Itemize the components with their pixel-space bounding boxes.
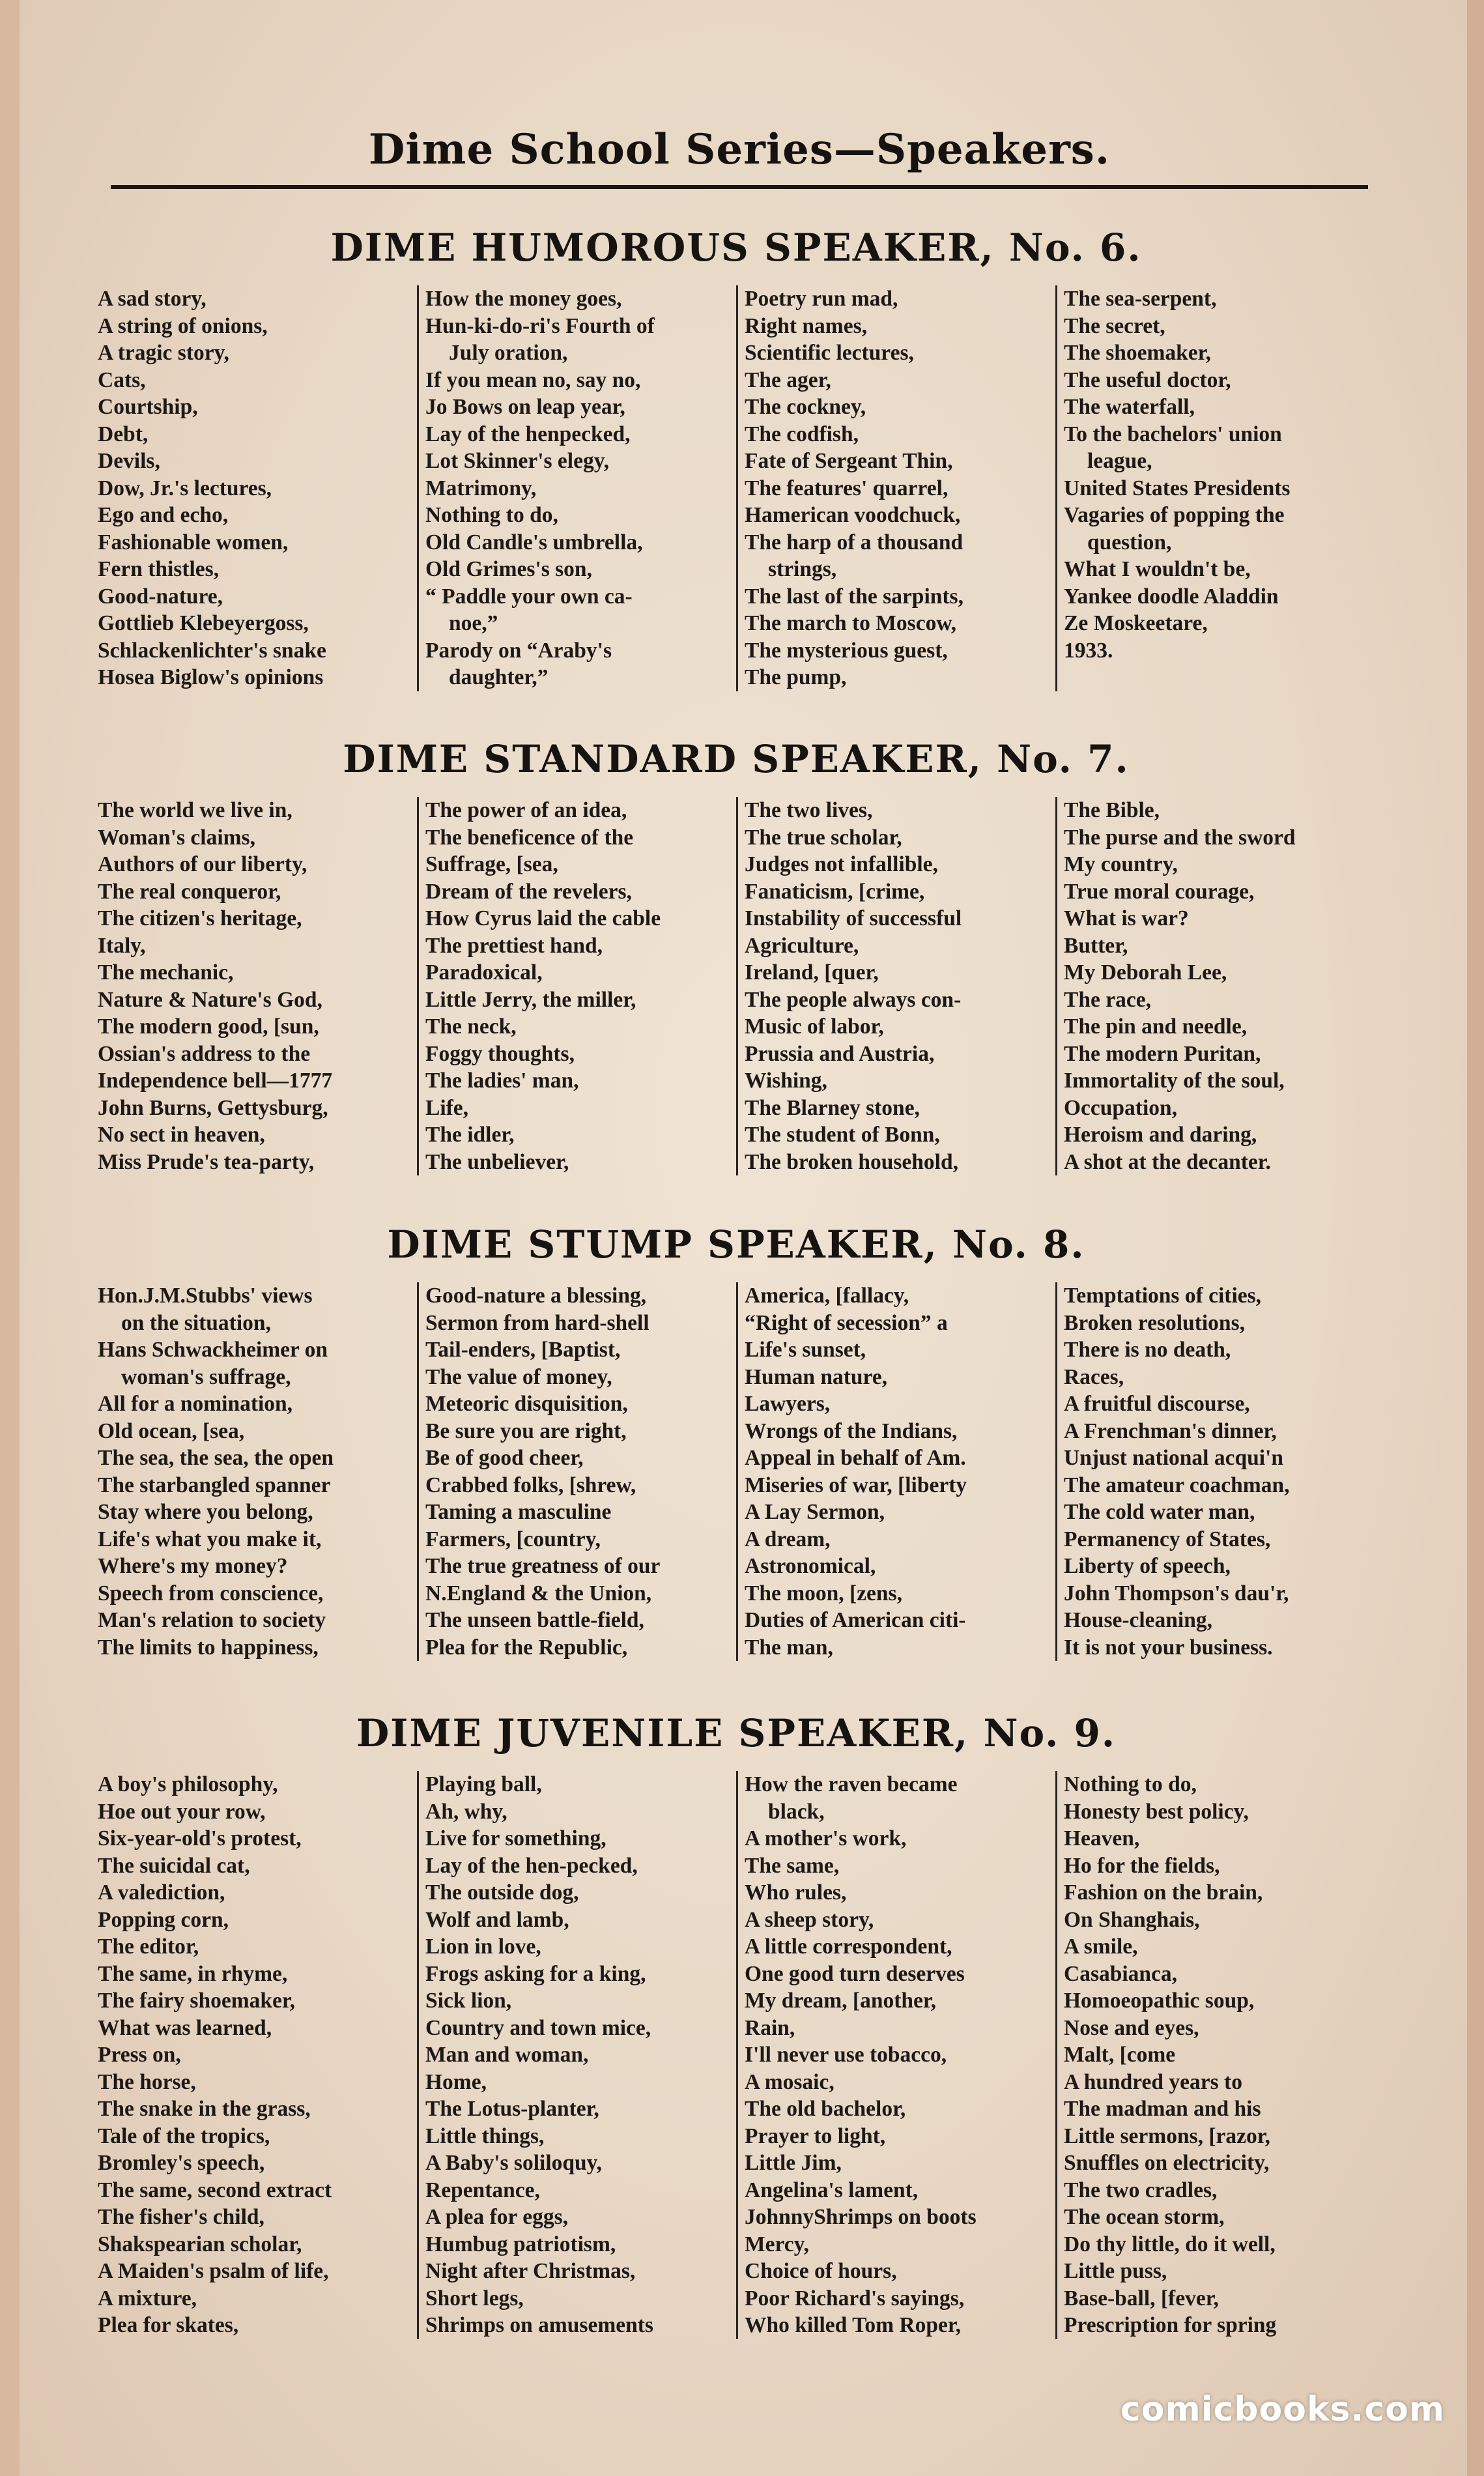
speech-title-entry: The march to Moscow, — [745, 611, 957, 635]
speech-title-entry: Matrimony, — [425, 476, 537, 500]
speech-title-entry: My Deborah Lee, — [1064, 960, 1227, 985]
speech-title-entry: Farmers, [country, — [425, 1527, 601, 1551]
speech-title-entry: Ze Moskeetare, — [1064, 611, 1208, 635]
speech-title-entry: Tale of the tropics, — [98, 2123, 270, 2148]
speech-title-entry: Fanaticism, [crime, — [745, 879, 925, 904]
speech-title-entry: Prayer to light, — [745, 2123, 886, 2148]
speech-title-entry: Good-nature a blessing, — [425, 1284, 647, 1308]
speech-title-entry: Lawyers, — [745, 1392, 831, 1416]
speech-title-entry: Casabianca, — [1064, 1961, 1178, 1986]
speech-title-entry: A Frenchman's dinner, — [1064, 1418, 1277, 1443]
speech-title-entry: Plea for the Republic, — [425, 1635, 628, 1660]
speech-title-entry: Dream of the revelers, — [425, 879, 632, 904]
speech-title-entry: Six-year-old's protest, — [98, 1826, 302, 1850]
speech-title-entry: Little Jim, — [745, 2151, 842, 2175]
speech-title-entry: Short legs, — [425, 2286, 524, 2310]
speech-title-entry: The same, — [745, 1853, 840, 1878]
speech-title-entry: Frogs asking for a king, — [425, 1961, 646, 1986]
speech-title-entry: A tragic story, — [98, 341, 229, 365]
speech-title-entry: A mosaic, — [745, 2069, 835, 2094]
speech-title-entry: Home, — [425, 2069, 487, 2094]
title-column — [736, 285, 1055, 691]
title-column — [98, 797, 417, 1175]
speech-title-entry: A Lay Sermon, — [745, 1500, 885, 1524]
speech-title-entry: The pump, — [745, 665, 847, 689]
speech-title-entry: Honesty best policy, — [1064, 1799, 1249, 1824]
section-stump-speaker — [98, 1218, 1375, 1661]
speech-title-entry: The fairy shoemaker, — [98, 1989, 296, 2013]
section-humorous-speaker — [98, 222, 1375, 691]
speech-title-entry: Old Grimes's son, — [425, 557, 592, 581]
speech-title-entry: The fisher's child, — [98, 2205, 264, 2229]
speech-title-entry: The limits to happiness, — [98, 1635, 319, 1660]
speech-title-entry: The neck, — [425, 1015, 517, 1039]
speech-title-entry: JohnnyShrimps on boots — [745, 2205, 977, 2229]
speech-title-entry: Who killed Tom Roper, — [745, 2313, 961, 2337]
section-columns — [98, 1771, 1375, 2339]
speech-title-entry: Devils, — [98, 449, 160, 473]
speech-title-entry: 1933. — [1064, 638, 1113, 663]
speech-title-entry: Broken resolutions, — [1064, 1310, 1245, 1335]
speech-title-entry: The idler, — [425, 1123, 515, 1147]
speech-title-entry: Right names, — [745, 313, 867, 338]
speech-title-entry: A string of onions, — [98, 313, 268, 338]
speech-title-entry: Nose and eyes, — [1064, 2015, 1199, 2040]
section-columns — [98, 1282, 1375, 1661]
speech-title-entry: Snuffles on electricity, — [1064, 2151, 1270, 2175]
speech-title-entry: The citizen's heritage, — [98, 906, 302, 930]
speech-title-entry: Live for something, — [425, 1826, 606, 1850]
speech-title-entry: All for a nomination, — [98, 1392, 293, 1416]
speech-title-entry: Poetry run mad, — [745, 287, 898, 311]
speech-title-entry: Hamerican voodchuck, — [745, 503, 961, 527]
speech-title-entry: A mother's work, — [745, 1826, 907, 1850]
page-edge-left — [0, 0, 20, 2476]
speech-title-entry: Good-nature, — [98, 584, 223, 609]
speech-title-entry: Human nature, — [745, 1364, 888, 1389]
speech-title-entry: Judges not infallible, — [745, 852, 938, 876]
section-title: DIME STANDARD SPEAKER, No. 7. — [343, 737, 1130, 781]
speech-title-entry: The old bachelor, — [745, 2097, 906, 2121]
speech-title-entry: Taming a masculine — [425, 1500, 612, 1524]
speech-title-entry: The two lives, — [745, 798, 873, 822]
speech-title-entry: The mechanic, — [98, 960, 234, 985]
speech-title-entry: Hon.J.M.Stubbs' views — [98, 1284, 313, 1308]
section-juvenile-speaker — [98, 1707, 1375, 2339]
speech-title-entry: Courtship, — [98, 395, 198, 419]
title-column — [1055, 797, 1375, 1175]
title-column — [736, 1282, 1055, 1661]
speech-title-entry: A hundred years to — [1064, 2069, 1242, 2094]
speech-title-entry: The cold water man, — [1064, 1500, 1255, 1524]
speech-title-entry: My country, — [1064, 852, 1178, 876]
speech-title-entry: woman's suffrage, — [121, 1364, 291, 1389]
speech-title-entry: daughter,” — [449, 665, 549, 689]
speech-title-entry: Agriculture, — [745, 933, 859, 958]
speech-title-entry: United States Presidents — [1064, 476, 1291, 500]
speech-title-entry: Ego and echo, — [98, 503, 229, 527]
speech-title-entry: Cats, — [98, 367, 146, 392]
speech-title-entry: Tail-enders, [Baptist, — [425, 1338, 621, 1362]
speech-title-entry: Hosea Biglow's opinions — [98, 665, 324, 689]
title-column — [736, 797, 1055, 1175]
speech-title-entry: The two cradles, — [1064, 2178, 1218, 2202]
speech-title-entry: What was learned, — [98, 2015, 272, 2040]
speech-title-entry: Debt, — [98, 422, 149, 446]
speech-title-entry: Rain, — [745, 2015, 795, 2040]
speech-title-entry: It is not your business. — [1064, 1635, 1273, 1660]
speech-title-entry: The last of the sarpints, — [745, 584, 963, 609]
speech-title-entry: Heroism and daring, — [1064, 1123, 1257, 1147]
speech-title-entry: Sick lion, — [425, 1989, 512, 2013]
speech-title-entry: Wishing, — [745, 1069, 827, 1093]
speech-title-entry: The broken household, — [745, 1149, 958, 1174]
speech-title-entry: Ah, why, — [425, 1799, 507, 1824]
speech-title-entry: The power of an idea, — [425, 798, 627, 822]
speech-title-entry: The snake in the grass, — [98, 2097, 311, 2121]
speech-title-entry: Nature & Nature's God, — [98, 987, 322, 1012]
speech-title-entry: Prussia and Austria, — [745, 1041, 935, 1066]
speech-title-entry: N.England & the Union, — [425, 1581, 652, 1605]
speech-title-entry: Hun-ki-do-ri's Fourth of — [425, 313, 655, 338]
speech-title-entry: The secret, — [1064, 313, 1165, 338]
speech-title-entry: The mysterious guest, — [745, 638, 948, 663]
speech-title-entry: A boy's philosophy, — [98, 1772, 278, 1796]
speech-title-entry: The true greatness of our — [425, 1554, 661, 1578]
speech-title-entry: How the money goes, — [425, 287, 622, 311]
speech-title-entry: One good turn deserves — [745, 1961, 965, 1986]
speech-title-entry: The sea, the sea, the open — [98, 1446, 334, 1470]
speech-title-entry: Fern thistles, — [98, 557, 220, 581]
section-title: DIME HUMOROUS SPEAKER, No. 6. — [330, 225, 1142, 270]
speech-title-entry: A sad story, — [98, 287, 207, 311]
speech-title-entry: On Shanghais, — [1064, 1907, 1200, 1932]
speech-title-entry: Choice of hours, — [745, 2259, 897, 2283]
speech-title-entry: Duties of American citi- — [745, 1608, 966, 1632]
speech-title-entry: Little things, — [425, 2123, 545, 2148]
speech-title-entry: Paradoxical, — [425, 960, 543, 985]
speech-title-entry: Wrongs of the Indians, — [745, 1418, 958, 1443]
speech-title-entry: A fruitful discourse, — [1064, 1392, 1250, 1416]
speech-title-entry: Foggy thoughts, — [425, 1041, 575, 1066]
speech-title-entry: What is war? — [1064, 906, 1189, 930]
title-column — [736, 1771, 1055, 2339]
speech-title-entry: I'll never use tobacco, — [745, 2043, 947, 2067]
speech-title-entry: Permanency of States, — [1064, 1527, 1271, 1551]
speech-title-entry: Heaven, — [1064, 1826, 1140, 1850]
speech-title-entry: Lay of the hen-pecked, — [425, 1853, 638, 1878]
title-column — [1055, 285, 1375, 691]
series-title: Dime School Series—Speakers. — [368, 125, 1111, 174]
speech-title-entry: No sect in heaven, — [98, 1123, 265, 1147]
speech-title-entry: Meteoric disquisition, — [425, 1392, 628, 1416]
speech-title-entry: A sheep story, — [745, 1907, 874, 1932]
speech-title-entry: Italy, — [98, 933, 146, 958]
speech-title-entry: Sermon from hard-shell — [425, 1310, 649, 1335]
speech-title-entry: The Bible, — [1064, 798, 1160, 822]
speech-title-entry: Ossian's address to the — [98, 1041, 311, 1066]
speech-title-entry: The people always con- — [745, 987, 962, 1012]
speech-title-entry: Yankee doodle Aladdin — [1064, 584, 1279, 609]
speech-title-entry: The student of Bonn, — [745, 1123, 940, 1147]
speech-title-entry: Do thy little, do it well, — [1064, 2232, 1276, 2256]
header-rule — [111, 185, 1368, 189]
speech-title-entry: Angelina's lament, — [745, 2178, 919, 2202]
speech-title-entry: The ager, — [745, 367, 831, 392]
speech-title-entry: House-cleaning, — [1064, 1608, 1212, 1632]
speech-title-entry: Poor Richard's sayings, — [745, 2286, 965, 2310]
title-column — [417, 285, 736, 691]
speech-title-entry: Man and woman, — [425, 2043, 589, 2067]
speech-title-entry: A dream, — [745, 1527, 831, 1551]
section-standard-speaker — [98, 733, 1375, 1175]
speech-title-entry: Miss Prude's tea-party, — [98, 1149, 315, 1174]
speech-title-entry: Humbug patriotism, — [425, 2232, 616, 2256]
speech-title-entry: Gottlieb Klebeyergoss, — [98, 611, 309, 635]
speech-title-entry: The true scholar, — [745, 825, 902, 850]
speech-title-entry: Life's what you make it, — [98, 1527, 322, 1551]
speech-title-entry: Immortality of the soul, — [1064, 1069, 1285, 1093]
speech-title-entry: strings, — [768, 557, 837, 581]
speech-title-entry: Occupation, — [1064, 1095, 1178, 1120]
speech-title-entry: question, — [1087, 530, 1172, 554]
speech-title-entry: The ladies' man, — [425, 1069, 579, 1093]
speech-title-entry: Prescription for spring — [1064, 2313, 1277, 2337]
speech-title-entry: Ireland, [quer, — [745, 960, 879, 985]
speech-title-entry: Where's my money? — [98, 1554, 288, 1578]
speech-title-entry: The beneficence of the — [425, 825, 634, 850]
speech-title-entry: Authors of our liberty, — [98, 852, 307, 876]
speech-title-entry: The harp of a thousand — [745, 530, 963, 554]
speech-title-entry: A valediction, — [98, 1880, 225, 1905]
speech-title-entry: The moon, [zens, — [745, 1581, 902, 1605]
speech-title-entry: The outside dog, — [425, 1880, 579, 1905]
speech-title-entry: Parody on “Araby's — [425, 638, 612, 663]
speech-title-entry: Fate of Sergeant Thin, — [745, 449, 953, 473]
speech-title-entry: Base-ball, [fever, — [1064, 2286, 1219, 2310]
speech-title-entry: My dream, [another, — [745, 1989, 937, 2013]
speech-title-entry: Be sure you are right, — [425, 1418, 627, 1443]
speech-title-entry: The modern Puritan, — [1064, 1041, 1261, 1066]
speech-title-entry: The unseen battle-field, — [425, 1608, 644, 1632]
speech-title-entry: Independence bell—1777 — [98, 1069, 333, 1093]
speech-title-entry: Dow, Jr.'s lectures, — [98, 476, 272, 500]
speech-title-entry: John Burns, Gettysburg, — [98, 1095, 328, 1120]
speech-title-entry: Jo Bows on leap year, — [425, 395, 625, 419]
speech-title-entry: The codfish, — [745, 422, 859, 446]
speech-title-entry: The editor, — [98, 1935, 199, 1959]
page-edge-right — [1467, 0, 1484, 2476]
speech-title-entry: Schlackenlichter's snake — [98, 638, 326, 663]
speech-title-entry: Life, — [425, 1095, 469, 1120]
speech-title-entry: Appeal in behalf of Am. — [745, 1446, 966, 1470]
section-columns — [98, 797, 1375, 1175]
speech-title-entry: John Thompson's dau'r, — [1064, 1581, 1289, 1605]
speech-title-entry: The suicidal cat, — [98, 1853, 250, 1878]
speech-title-entry: Press on, — [98, 2043, 181, 2067]
speech-title-entry: Liberty of speech, — [1064, 1554, 1231, 1578]
speech-title-entry: How the raven became — [745, 1772, 958, 1796]
speech-title-entry: black, — [768, 1799, 825, 1824]
speech-title-entry: Be of good cheer, — [425, 1446, 584, 1470]
speech-title-entry: Speech from conscience, — [98, 1581, 324, 1605]
speech-title-entry: A shot at the decanter. — [1064, 1149, 1271, 1174]
speech-title-entry: noe,” — [449, 611, 498, 635]
title-column — [98, 1771, 417, 2339]
speech-title-entry: Lot Skinner's elegy, — [425, 449, 609, 473]
speech-title-entry: The value of money, — [425, 1364, 612, 1389]
speech-title-entry: Instability of successful — [745, 906, 962, 930]
speech-title-entry: The prettiest hand, — [425, 933, 603, 958]
speech-title-entry: Scientific lectures, — [745, 341, 914, 365]
speech-title-entry: Butter, — [1064, 933, 1128, 958]
speech-title-entry: on the situation, — [121, 1310, 271, 1335]
speech-title-entry: The real conqueror, — [98, 879, 281, 904]
section-title: DIME STUMP SPEAKER, No. 8. — [387, 1222, 1085, 1267]
speech-title-entry: Woman's claims, — [98, 825, 255, 850]
speech-title-entry: Man's relation to society — [98, 1608, 326, 1632]
speech-title-entry: The purse and the sword — [1064, 825, 1296, 850]
title-column — [98, 285, 417, 691]
title-column — [417, 1771, 736, 2339]
speech-title-entry: Country and town mice, — [425, 2015, 651, 2040]
speech-title-entry: A mixture, — [98, 2286, 197, 2310]
speech-title-entry: Nothing to do, — [425, 503, 558, 527]
section-title: DIME JUVENILE SPEAKER, No. 9. — [356, 1711, 1117, 1755]
speech-title-entry: Races, — [1064, 1364, 1124, 1389]
speech-title-entry: Stay where you belong, — [98, 1500, 313, 1524]
speech-title-entry: The man, — [745, 1635, 833, 1660]
section-columns — [98, 285, 1375, 691]
speech-title-entry: Wolf and lamb, — [425, 1907, 569, 1932]
speech-title-entry: Hoe out your row, — [98, 1799, 266, 1824]
speech-title-entry: Astronomical, — [745, 1554, 876, 1578]
speech-title-entry: Unjust national acqui'n — [1064, 1446, 1283, 1470]
speech-title-entry: A plea for eggs, — [425, 2205, 568, 2229]
speech-title-entry: Plea for skates, — [98, 2313, 239, 2337]
speech-title-entry: Old Candle's umbrella, — [425, 530, 643, 554]
speech-title-entry: The same, in rhyme, — [98, 1961, 288, 1986]
speech-title-entry: Shrimps on amusements — [425, 2313, 653, 2337]
speech-title-entry: A smile, — [1064, 1935, 1138, 1959]
speech-title-entry: Homoeopathic soup, — [1064, 1989, 1255, 2013]
speech-title-entry: Vagaries of popping the — [1064, 503, 1285, 527]
speech-title-entry: Temptations of cities, — [1064, 1284, 1262, 1308]
speech-title-entry: Who rules, — [745, 1880, 847, 1905]
speech-title-entry: “ Paddle your own ca- — [425, 584, 633, 609]
speech-title-entry: The starbangled spanner — [98, 1473, 331, 1497]
speech-title-entry: The horse, — [98, 2069, 196, 2094]
speech-title-entry: league, — [1087, 449, 1152, 473]
speech-title-entry: Lion in love, — [425, 1935, 541, 1959]
speech-title-entry: Music of labor, — [745, 1015, 884, 1039]
speech-title-entry: Malt, [come — [1064, 2043, 1176, 2067]
speech-title-entry: There is no death, — [1064, 1338, 1231, 1362]
speech-title-entry: A Baby's soliloquy, — [425, 2151, 602, 2175]
speech-title-entry: The amateur coachman, — [1064, 1473, 1290, 1497]
speech-title-entry: Playing ball, — [425, 1772, 542, 1796]
speech-title-entry: The waterfall, — [1064, 395, 1195, 419]
speech-title-entry: Lay of the henpecked, — [425, 422, 631, 446]
speech-title-entry: Repentance, — [425, 2178, 540, 2202]
speech-title-entry: The unbeliever, — [425, 1149, 569, 1174]
site-watermark: comicbooks.com — [1120, 2390, 1445, 2429]
speech-title-entry: The world we live in, — [98, 798, 293, 822]
speech-title-entry: What I wouldn't be, — [1064, 557, 1251, 581]
title-column — [1055, 1282, 1375, 1661]
speech-title-entry: Little Jerry, the miller, — [425, 987, 636, 1012]
speech-title-entry: The race, — [1064, 987, 1151, 1012]
title-column — [417, 797, 736, 1175]
speech-title-entry: The shoemaker, — [1064, 341, 1211, 365]
speech-title-entry: Bromley's speech, — [98, 2151, 265, 2175]
speech-title-entry: The cockney, — [745, 395, 866, 419]
speech-title-entry: Hans Schwackheimer on — [98, 1338, 328, 1362]
speech-title-entry: True moral courage, — [1064, 879, 1255, 904]
speech-title-entry: Nothing to do, — [1064, 1772, 1197, 1796]
speech-title-entry: Old ocean, [sea, — [98, 1418, 245, 1443]
speech-title-entry: A little correspondent, — [745, 1935, 952, 1959]
speech-title-entry: Popping corn, — [98, 1907, 229, 1932]
speech-title-entry: Little sermons, [razor, — [1064, 2123, 1270, 2148]
speech-title-entry: The madman and his — [1064, 2097, 1261, 2121]
speech-title-entry: The pin and needle, — [1064, 1015, 1248, 1039]
speech-title-entry: The Lotus-planter, — [425, 2097, 599, 2121]
speech-title-entry: Little puss, — [1064, 2259, 1167, 2283]
speech-title-entry: A Maiden's psalm of life, — [98, 2259, 329, 2283]
speech-title-entry: Fashion on the brain, — [1064, 1880, 1263, 1905]
speech-title-entry: Shakspearian scholar, — [98, 2232, 302, 2256]
title-column — [417, 1282, 736, 1661]
speech-title-entry: Life's sunset, — [745, 1338, 866, 1362]
speech-title-entry: The modern good, [sun, — [98, 1015, 319, 1039]
speech-title-entry: Miseries of war, [liberty — [745, 1473, 967, 1497]
speech-title-entry: To the bachelors' union — [1064, 422, 1282, 446]
speech-title-entry: “Right of secession” a — [745, 1310, 948, 1335]
speech-title-entry: The sea-serpent, — [1064, 287, 1217, 311]
speech-title-entry: America, [fallacy, — [745, 1284, 909, 1308]
speech-title-entry: The useful doctor, — [1064, 367, 1231, 392]
speech-title-entry: Suffrage, [sea, — [425, 852, 558, 876]
speech-title-entry: July oration, — [449, 341, 568, 365]
title-column — [98, 1282, 417, 1661]
speech-title-entry: How Cyrus laid the cable — [425, 906, 661, 930]
title-column — [1055, 1771, 1375, 2339]
speech-title-entry: Crabbed folks, [shrew, — [425, 1473, 636, 1497]
speech-title-entry: Ho for the fields, — [1064, 1853, 1220, 1878]
speech-title-entry: Night after Christmas, — [425, 2259, 636, 2283]
speech-title-entry: If you mean no, say no, — [425, 367, 641, 392]
speech-title-entry: The features' quarrel, — [745, 476, 949, 500]
speech-title-entry: The ocean storm, — [1064, 2205, 1225, 2229]
speech-title-entry: Mercy, — [745, 2232, 809, 2256]
page-header — [111, 124, 1368, 189]
speech-title-entry: The same, second extract — [98, 2178, 332, 2202]
speech-title-entry: Fashionable women, — [98, 530, 289, 554]
speech-title-entry: The Blarney stone, — [745, 1095, 920, 1120]
